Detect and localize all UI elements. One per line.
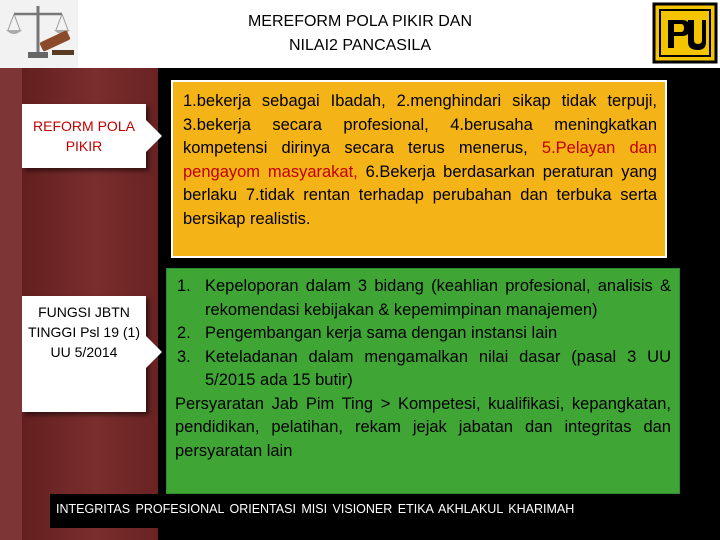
callout-fungsi-arrow xyxy=(146,336,162,368)
list-item-number: 1. xyxy=(177,277,191,295)
work-ethics-text-highlight: 5.Pelayan dan pengayom masyarakat, xyxy=(183,139,657,181)
work-ethics-box xyxy=(171,80,667,258)
title-line-2: NILAI2 PANCASILA xyxy=(289,37,431,54)
title-line-1: MEREFORM POLA PIKIR DAN xyxy=(247,13,473,30)
sidebar-stripe xyxy=(0,68,22,540)
list-item-text: Keteladanan dalam mengamalkan nilai dasar (pasal 3 UU 5/2015 ada 15 butir) xyxy=(205,347,671,389)
list-item xyxy=(175,322,671,346)
values-footer-text: INTEGRITAS PROFESIONAL ORIENTASI MISI VISIONER ETIKA AKHLAKUL KHARIMAH xyxy=(56,502,575,516)
work-ethics-text-part1: 1.bekerja sebagai Ibadah, 2.menghindari sikap tidak terpuji, 3.bekerja secara profesional, 4.berusaha meningkatkan kompetensi dirinya secara terus menerus, xyxy=(183,92,657,157)
list-item xyxy=(175,346,671,393)
callout-reform-arrow xyxy=(146,120,162,152)
list-item-text: Pengembangan kerja sama dengan instansi lain xyxy=(205,324,558,342)
slide-header xyxy=(0,0,720,68)
scales-of-justice-icon xyxy=(0,0,78,68)
values-footer xyxy=(50,494,690,528)
list-item-number: 3. xyxy=(177,347,191,366)
list-item-text: Kepeloporan dalam 3 bidang (keahlian profesional, analisis & rekomendasi kebijakan & kepemimpinan manajemen) xyxy=(205,277,671,319)
pu-logo-icon xyxy=(652,2,718,64)
requirements-paragraph: Persyaratan Jab Pim Ting > Kompetesi, kualifikasi, kepangkatan, pendidikan, pelatihan, rekam jejak jabatan dan integritas dan persyaratan lain xyxy=(175,394,671,460)
callout-reform xyxy=(22,104,146,168)
list-item-number: 2. xyxy=(177,324,191,342)
callout-fungsi-label: FUNGSI JBTN TINGGI Psl 19 (1) UU 5/2014 xyxy=(27,304,141,360)
functions-box xyxy=(166,268,680,494)
callout-reform-label: REFORM POLA PIKIR xyxy=(33,118,135,154)
slide-title xyxy=(160,10,560,58)
work-ethics-text-part2: 6.Bekerja berdasarkan peraturan yang berlaku 7.tidak rentan terhadap perubahan dan terbuka serta bersikap realistis. xyxy=(183,162,657,228)
callout-fungsi xyxy=(22,296,146,412)
list-item xyxy=(175,275,671,322)
functions-list xyxy=(175,275,671,463)
work-ethics-text xyxy=(183,90,657,231)
